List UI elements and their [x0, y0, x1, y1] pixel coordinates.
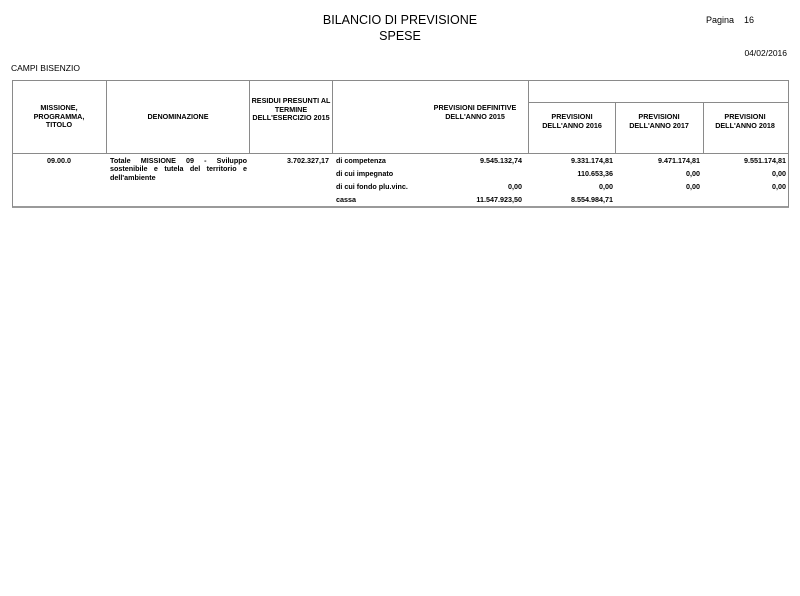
col-divider: [703, 102, 704, 154]
table-border-left: [12, 80, 13, 207]
prev-2017-value: 9.471.174,81: [658, 156, 700, 165]
row-denominazione: Totale MISSIONE 09 - Sviluppo sostenibile e tutela del territorio e dell'ambiente: [110, 156, 247, 182]
row-codice: 09.00.0: [47, 156, 71, 165]
header-prev-def-2015: PREVISIONI DEFINITIVE DELL'ANNO 2015: [433, 103, 517, 121]
prev-2018-value: 0,00: [772, 182, 786, 191]
prev-def-2015-value: 0,00: [508, 182, 522, 191]
report-title: BILANCIO DI PREVISIONE: [322, 13, 478, 27]
prev-def-2015-value: 11.547.923,50: [476, 195, 522, 204]
col-divider: [615, 102, 616, 154]
header-prev-2016: PREVISIONI DELL'ANNO 2016: [542, 112, 602, 130]
report-date: 04/02/2016: [744, 48, 787, 58]
voce-label: cassa: [336, 195, 356, 204]
prev-2018-value: 9.551.174,81: [744, 156, 786, 165]
voce-label: di competenza: [336, 156, 386, 165]
header-subdivider: [528, 102, 789, 103]
prev-def-2015-value: 9.545.132,74: [480, 156, 522, 165]
voce-label: di cui fondo plu.vinc.: [336, 182, 408, 191]
header-residui: RESIDUI PRESUNTI AL TERMINE DELL'ESERCIZIO 2015: [251, 96, 331, 123]
table-border-right: [788, 80, 789, 207]
page-indicator: [706, 15, 754, 25]
table-border-bottom: [12, 206, 789, 208]
page-number: 16: [744, 15, 755, 25]
header-denominazione: DENOMINAZIONE: [147, 112, 209, 121]
page-label: Pagina: [706, 15, 735, 25]
table-border-top: [12, 80, 789, 81]
col-divider: [528, 80, 529, 154]
prev-2018-value: 0,00: [772, 169, 786, 178]
col-divider: [332, 80, 333, 154]
prev-2016-value: 9.331.174,81: [571, 156, 613, 165]
prev-2016-value: 110.653,36: [577, 169, 613, 178]
prev-2017-value: 0,00: [686, 169, 700, 178]
prev-2016-value: 0,00: [599, 182, 613, 191]
header-prev-2017: PREVISIONI DELL'ANNO 2017: [629, 112, 689, 130]
ente-name: CAMPI BISENZIO: [11, 63, 80, 73]
report-subtitle: SPESE: [379, 29, 421, 43]
row-residui: 3.702.327,17: [287, 156, 329, 165]
header-prev-2018: PREVISIONI DELL'ANNO 2018: [715, 112, 775, 130]
voce-label: di cui impegnato: [336, 169, 394, 178]
prev-2016-value: 8.554.984,71: [571, 195, 613, 204]
header-missione: MISSIONE, PROGRAMMA, TITOLO: [33, 103, 85, 130]
header-divider: [12, 153, 789, 154]
prev-2017-value: 0,00: [686, 182, 700, 191]
